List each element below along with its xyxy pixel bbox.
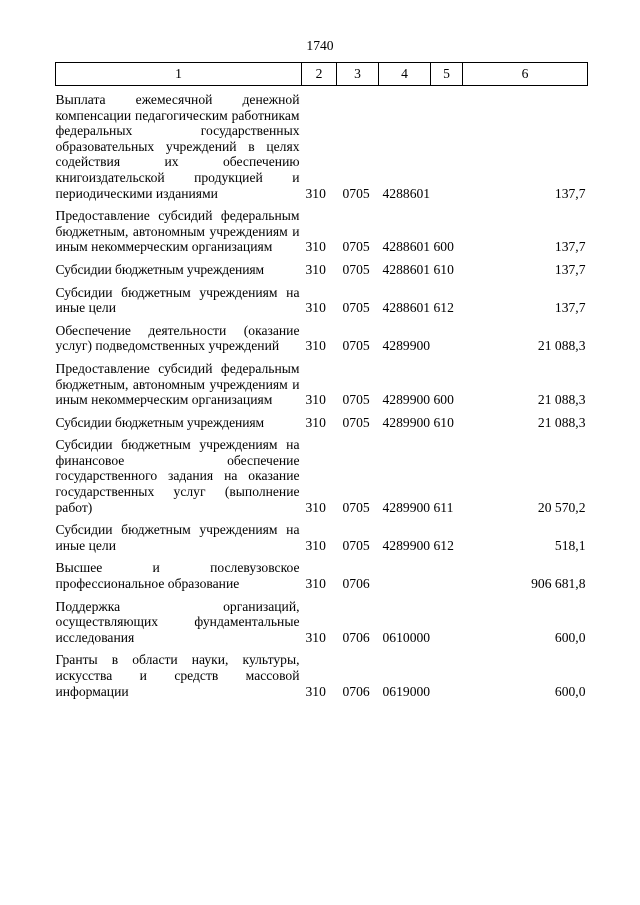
header-col-vr: 5 <box>431 63 463 86</box>
row-vr: 612 <box>433 300 454 316</box>
row-gr: 310 <box>305 576 326 592</box>
row-cs: 4289900 <box>382 537 431 553</box>
row-gr: 310 <box>305 414 326 430</box>
row-name: Поддержка организаций, осуществляющих фундаментальные исследования <box>55 598 300 645</box>
page-number: 1740 <box>306 38 334 53</box>
row-cs: 4288601 <box>382 239 431 255</box>
row-cs: 4289900 <box>382 338 431 354</box>
row-name: Высшее и послевузовское профессиональное образование <box>55 560 300 592</box>
table-row <box>56 316 588 354</box>
row-gr: 310 <box>305 338 326 354</box>
row-gr: 310 <box>305 261 326 277</box>
row-cs <box>379 553 431 591</box>
row-name: Предоставление субсидий федеральным бюджетным, автономным учреждениям и иным некоммерческим организациям <box>55 208 300 255</box>
row-gr: 310 <box>305 683 326 699</box>
row-name: Субсидии бюджетным учреждениям на финансовое обеспечение государственного задания на оказание государственных услуг (выполнение работ) <box>55 437 300 515</box>
header-col-sum: 6 <box>463 63 588 86</box>
row-rz: 0705 <box>342 392 370 408</box>
row-sum: 137,7 <box>554 300 586 316</box>
row-vr: 610 <box>433 414 454 430</box>
row-name: Субсидии бюджетным учреждениям на иные цели <box>55 284 300 316</box>
table-row <box>56 278 588 316</box>
row-cs: 4289900 <box>382 392 431 408</box>
row-gr: 310 <box>305 499 326 515</box>
row-cs: 4288601 <box>382 185 431 201</box>
row-vr: 610 <box>433 261 454 277</box>
header-col-cs: 4 <box>379 63 431 86</box>
table-row <box>56 592 588 646</box>
row-name: Предоставление субсидий федеральным бюджетным, автономным учреждениям и иным некоммерческим организациям <box>55 360 300 408</box>
row-vr <box>431 316 463 354</box>
row-rz: 0705 <box>342 185 370 201</box>
row-rz: 0705 <box>342 300 370 316</box>
table-row <box>56 408 588 431</box>
table-header <box>56 63 588 86</box>
table-row <box>56 645 588 699</box>
row-name: Обеспечение деятельности (оказание услуг) подведомственных учреждений <box>55 322 300 354</box>
row-rz: 0705 <box>342 499 370 515</box>
row-rz: 0705 <box>342 414 370 430</box>
header-col-gr: 2 <box>302 63 337 86</box>
row-vr <box>431 645 463 699</box>
row-gr: 310 <box>305 185 326 201</box>
table-row <box>56 255 588 278</box>
row-vr: 600 <box>433 392 454 408</box>
row-vr: 611 <box>433 499 454 515</box>
row-vr <box>431 553 463 591</box>
row-sum: 600,0 <box>554 683 586 699</box>
table-row <box>56 86 588 202</box>
row-vr: 600 <box>433 239 454 255</box>
row-vr <box>431 86 463 202</box>
row-rz: 0705 <box>342 261 370 277</box>
row-sum: 518,1 <box>554 537 586 553</box>
row-sum: 20 570,2 <box>537 499 586 515</box>
row-cs: 4288601 <box>382 261 431 277</box>
budget-table <box>55 62 588 699</box>
table-row <box>56 553 588 591</box>
row-name: Субсидии бюджетным учреждениям <box>55 414 265 430</box>
row-vr: 612 <box>433 537 454 553</box>
row-rz: 0706 <box>342 629 370 645</box>
row-name: Выплата ежемесячной денежной компенсации педагогическим работникам федеральных государственных образовательных учреждений в целях содействия их обеспечению книгоиздательской продукцией и периодическими изданиями <box>55 92 300 201</box>
row-cs: 0610000 <box>382 629 431 645</box>
row-sum: 600,0 <box>554 629 586 645</box>
row-rz: 0705 <box>342 537 370 553</box>
row-sum: 906 681,8 <box>531 576 586 592</box>
table-row <box>56 515 588 553</box>
row-sum: 21 088,3 <box>537 414 586 430</box>
row-name: Субсидии бюджетным учреждениям <box>55 261 265 277</box>
row-sum: 21 088,3 <box>537 392 586 408</box>
row-gr: 310 <box>305 239 326 255</box>
row-sum: 137,7 <box>554 185 586 201</box>
table-row <box>56 201 588 255</box>
row-gr: 310 <box>305 537 326 553</box>
row-rz: 0705 <box>342 338 370 354</box>
row-rz: 0706 <box>342 683 370 699</box>
header-col-rz: 3 <box>337 63 379 86</box>
row-sum: 137,7 <box>554 261 586 277</box>
row-cs: 4289900 <box>382 414 431 430</box>
row-rz: 0705 <box>342 239 370 255</box>
row-sum: 137,7 <box>554 239 586 255</box>
header-col-name: 1 <box>56 63 302 86</box>
table-row <box>56 354 588 408</box>
row-rz: 0706 <box>342 576 370 592</box>
row-gr: 310 <box>305 629 326 645</box>
table-row <box>56 430 588 515</box>
row-cs: 4289900 <box>382 499 431 515</box>
row-vr <box>431 592 463 646</box>
row-cs: 0619000 <box>382 683 431 699</box>
row-sum: 21 088,3 <box>537 338 586 354</box>
header-row <box>56 63 588 86</box>
row-cs: 4288601 <box>382 300 431 316</box>
row-name: Субсидии бюджетным учреждениям на иные цели <box>55 522 300 553</box>
row-name: Гранты в области науки, культуры, искусства и средств массовой информации <box>55 652 300 699</box>
row-gr: 310 <box>305 300 326 316</box>
table-body <box>56 86 588 700</box>
row-gr: 310 <box>305 392 326 408</box>
